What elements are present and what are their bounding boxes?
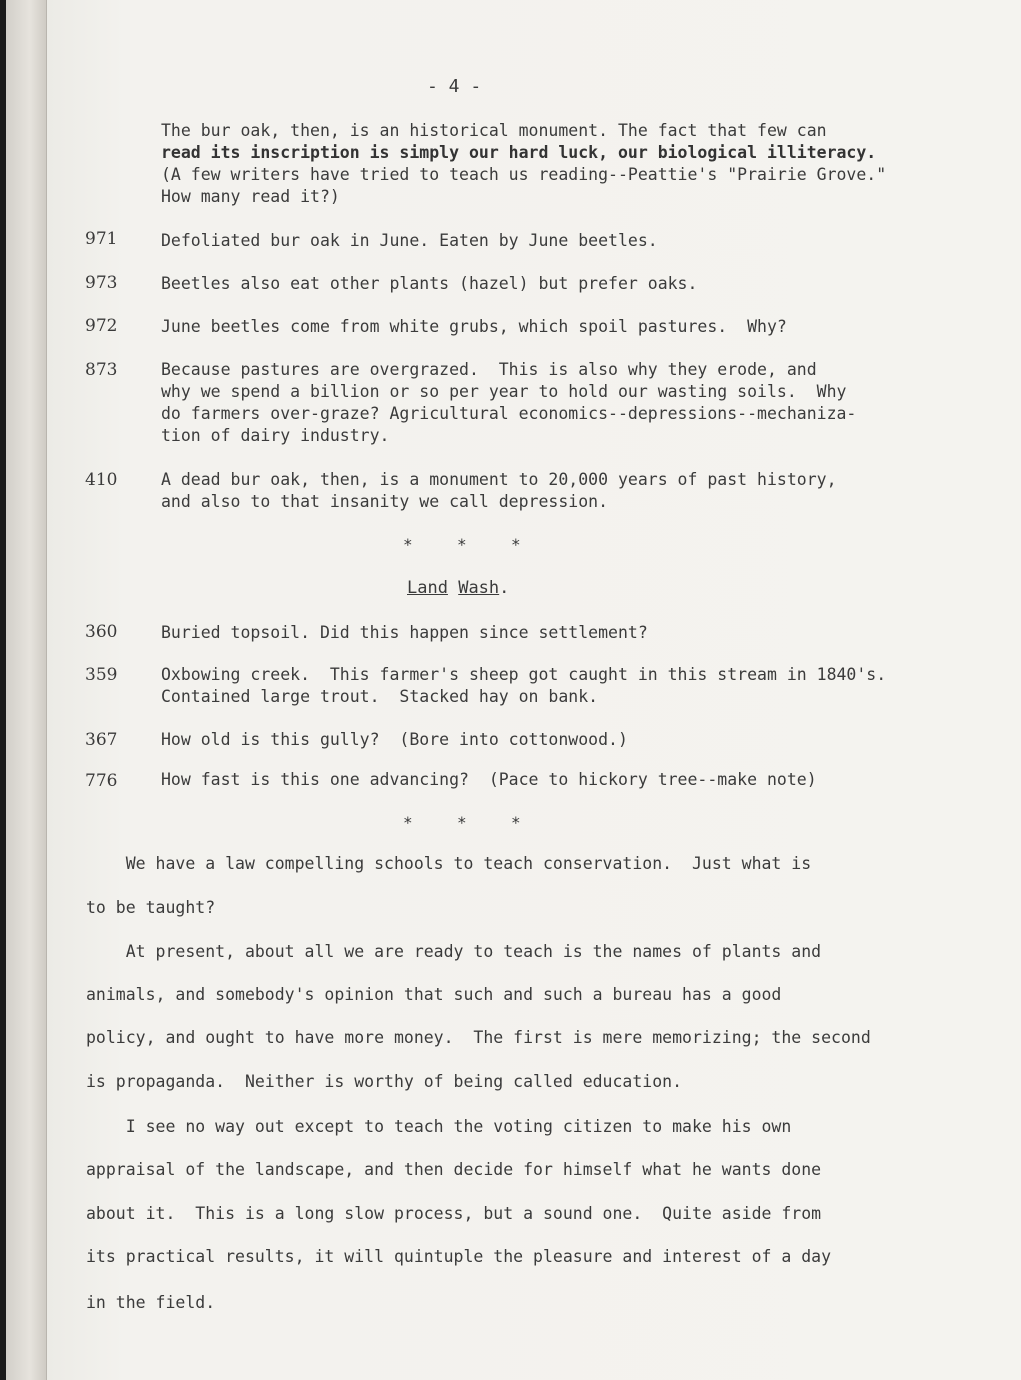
body-line: We have a law compelling schools to teach conservation. Just what is	[86, 854, 812, 873]
asterisk: *	[457, 535, 467, 554]
page-number: - 4 -	[427, 76, 482, 97]
intro-line-1: The bur oak, then, is an historical monument. The fact that few can	[161, 121, 827, 140]
section-separator	[403, 535, 565, 554]
heading-period: .	[499, 578, 510, 598]
asterisk: *	[511, 535, 521, 554]
body-line: policy, and ought to have more money. The first is mere memorizing; the second	[86, 1028, 871, 1047]
entry-number: 359	[85, 665, 118, 685]
entry-text: Beetles also eat other plants (hazel) but prefer oaks.	[161, 274, 698, 293]
entry-text: tion of dairy industry.	[161, 426, 390, 445]
entry-text: why we spend a billion or so per year to hold our wasting soils. Why	[161, 382, 847, 401]
intro-line-3: (A few writers have tried to teach us reading--Peattie's "Prairie Grove."	[161, 165, 887, 184]
entry-text: Buried topsoil. Did this happen since settlement?	[161, 623, 648, 642]
entry-number: 410	[85, 470, 118, 490]
section-heading	[407, 578, 509, 599]
entry-text: How old is this gully? (Bore into cottonwood.)	[161, 730, 628, 749]
entry-text: A dead bur oak, then, is a monument to 20,000 years of past history,	[161, 470, 837, 489]
body-line: in the field.	[86, 1293, 216, 1312]
body-line: At present, about all we are ready to teach is the names of plants and	[86, 942, 822, 961]
entry-number: 873	[85, 360, 118, 380]
asterisk: *	[457, 813, 467, 832]
entry-text: Defoliated bur oak in June. Eaten by June beetles.	[161, 231, 658, 250]
section-separator	[403, 813, 565, 832]
document-page	[47, 0, 1021, 1380]
entry-text: and also to that insanity we call depression.	[161, 492, 609, 511]
body-line: I see no way out except to teach the voting citizen to make his own	[86, 1117, 792, 1136]
entry-number: 367	[85, 730, 118, 750]
intro-line-4: How many read it?)	[161, 187, 340, 206]
body-line: is propaganda. Neither is worthy of being called education.	[86, 1072, 683, 1091]
entry-text: do farmers over-graze? Agricultural economics--depressions--mechaniza-	[161, 404, 857, 423]
entry-number: 971	[85, 229, 118, 249]
intro-line-2: read its inscription is simply our hard luck, our biological illiteracy.	[161, 143, 877, 162]
asterisk: *	[511, 813, 521, 832]
entry-number: 360	[85, 622, 118, 642]
entry-number: 776	[85, 771, 118, 791]
body-line: about it. This is a long slow process, but a sound one. Quite aside from	[86, 1204, 822, 1223]
entry-text: June beetles come from white grubs, which spoil pastures. Why?	[161, 317, 787, 336]
body-line: to be taught?	[86, 898, 216, 917]
entry-text: Because pastures are overgrazed. This is also why they erode, and	[161, 360, 817, 379]
asterisk: *	[403, 813, 413, 832]
entry-text: Contained large trout. Stacked hay on bank.	[161, 687, 599, 706]
asterisk: *	[403, 535, 413, 554]
entry-text: How fast is this one advancing? (Pace to hickory tree--make note)	[161, 770, 817, 789]
entry-number: 972	[85, 316, 118, 336]
facing-page-edge	[6, 0, 47, 1380]
heading-word: Wash	[458, 578, 500, 598]
body-line: its practical results, it will quintuple the pleasure and interest of a day	[86, 1247, 832, 1266]
heading-word: Land	[407, 578, 448, 598]
entry-text: Oxbowing creek. This farmer's sheep got caught in this stream in 1840's.	[161, 665, 887, 684]
entry-number: 973	[85, 273, 118, 293]
body-line: animals, and somebody's opinion that such and such a bureau has a good	[86, 985, 782, 1004]
body-line: appraisal of the landscape, and then decide for himself what he wants done	[86, 1160, 822, 1179]
